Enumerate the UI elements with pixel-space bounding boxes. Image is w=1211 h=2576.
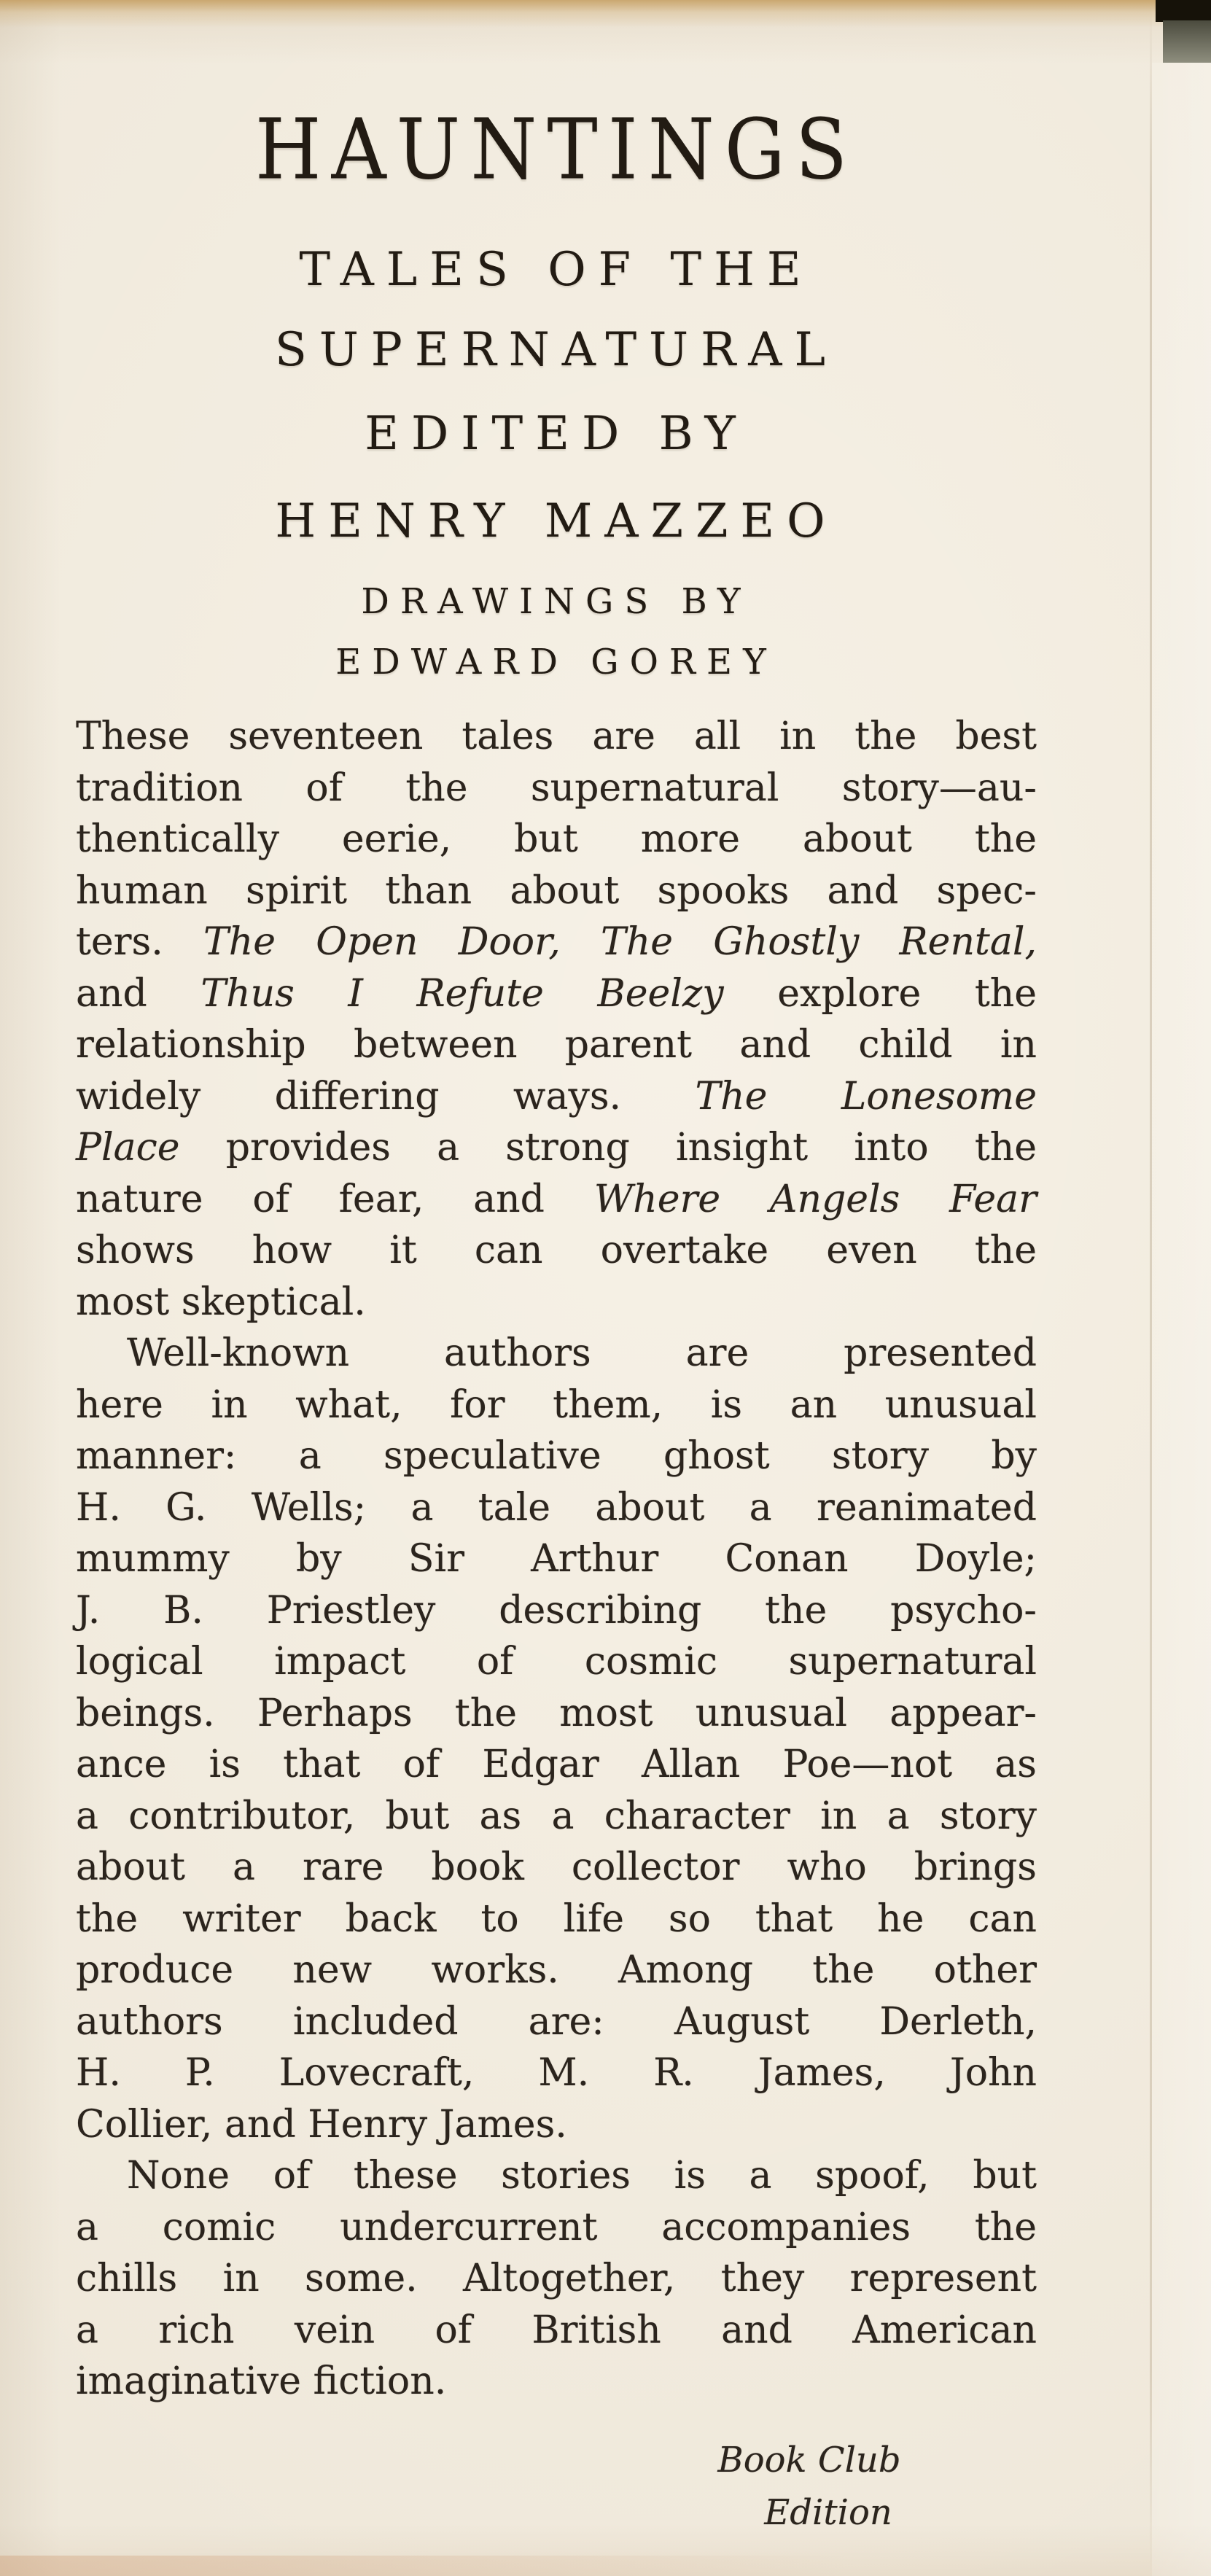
body-line: human spirit than about spooks and spec- <box>76 868 1037 913</box>
body-line: H. P. Lovecraft, M. R. James, John <box>76 2051 1037 2095</box>
body-text <box>76 711 1037 2408</box>
editor-name: HENRY MAZZEO <box>275 494 838 548</box>
body-line: shows how it can overtake even the <box>76 1229 1037 1272</box>
body-line: about a rare book collector who brings <box>76 1845 1037 1889</box>
subtitle-line-1: TALES OF THE <box>299 243 814 297</box>
edition-note-line-1: Book Club <box>717 2440 901 2480</box>
body-line: H. G. Wells; a tale about a reanimated <box>76 1485 1037 1530</box>
edition-note-line-2: Edition <box>764 2492 892 2533</box>
background-shadow-corner <box>1163 20 1211 63</box>
edited-by-label: EDITED BY <box>365 407 748 461</box>
paragraph <box>76 711 1037 1328</box>
body-line: Well-known authors are presented <box>127 1331 1037 1375</box>
body-line: authors included are: August Derleth, <box>76 1999 1037 2044</box>
body-line: J. B. Priestley describing the psycho- <box>76 1588 1037 1633</box>
title-block <box>76 102 1037 684</box>
body-line: thentically eerie, but more about the <box>76 817 1037 861</box>
body-line: These seventeen tales are all in the best <box>76 715 1037 758</box>
drawings-by-label: DRAWINGS BY <box>361 581 752 622</box>
body-line: ance is that of Edgar Allan Poe—not as <box>76 1743 1037 1786</box>
body-line: mummy by Sir Arthur Conan Doyle; <box>76 1537 1037 1581</box>
body-line: logical impact of cosmic supernatural <box>76 1640 1037 1684</box>
body-line: widely differing ways. The Lonesome <box>76 1074 1037 1118</box>
body-line: a rich vein of British and American <box>76 2308 1037 2352</box>
body-line: produce new works. Among the other <box>76 1948 1037 1992</box>
body-line: chills in some. Altogether, they represent <box>76 2257 1037 2300</box>
body-line: Place provides a strong insight into the <box>76 1126 1037 1170</box>
body-line: beings. Perhaps the most unusual appear- <box>76 1691 1037 1735</box>
body-line: a contributor, but as a character in a story <box>76 1794 1037 1838</box>
body-line: and Thus I Refute Beelzy explore the <box>76 971 1037 1016</box>
body-line: tradition of the supernatural story—au- <box>76 766 1037 810</box>
paragraph <box>76 1328 1037 2150</box>
book-title: HAUNTINGS <box>254 100 858 199</box>
jacket-bottom-edge <box>0 2556 848 2576</box>
body-line: most skeptical. <box>76 1280 366 1324</box>
edition-note <box>700 2434 919 2539</box>
body-line: relationship between parent and child in <box>76 1023 1037 1067</box>
jacket-top-edge <box>0 0 1211 28</box>
body-line: the writer back to life so that he can <box>76 1896 1037 1941</box>
paragraph <box>76 2150 1037 2408</box>
body-line: imaginative fiction. <box>76 2359 447 2403</box>
illustrator-name: EDWARD GOREY <box>335 642 777 682</box>
flap-crease-line <box>1150 0 1152 2576</box>
body-line: Collier, and Henry James. <box>76 2102 567 2147</box>
body-line: manner: a speculative ghost story by <box>76 1434 1037 1478</box>
body-line: a comic undercurrent accompanies the <box>76 2205 1037 2249</box>
subtitle-line-2: SUPERNATURAL <box>275 323 838 377</box>
body-line: here in what, for them, is an unusual <box>76 1382 1037 1427</box>
body-line: ters. The Open Door, The Ghostly Rental, <box>76 920 1037 964</box>
body-line: nature of fear, and Where Angels Fear <box>76 1177 1037 1221</box>
background-dark-corner <box>1156 0 1211 22</box>
flap-fold-strip <box>1152 63 1211 2576</box>
body-line: None of these stories is a spoof, but <box>127 2154 1037 2198</box>
